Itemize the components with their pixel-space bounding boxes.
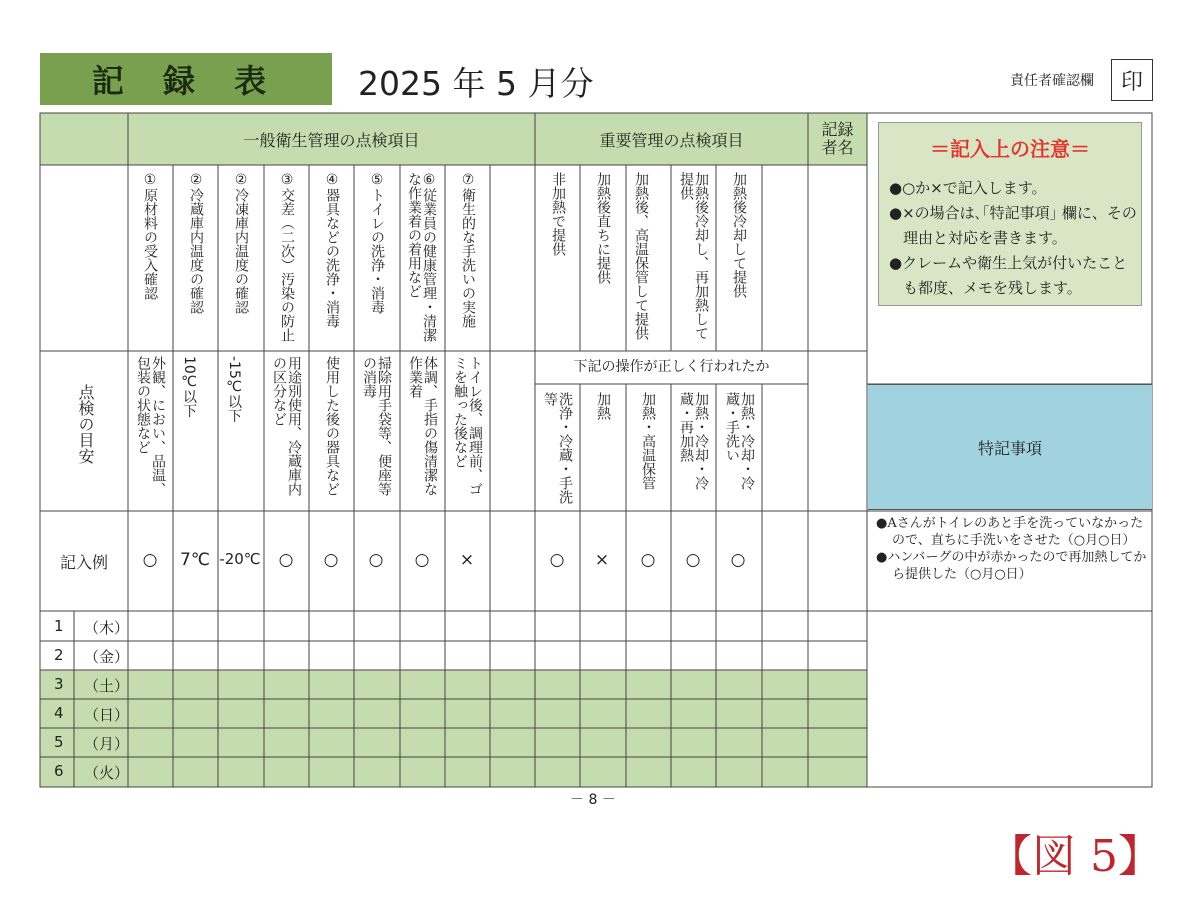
example-mark: ○ — [368, 550, 384, 570]
page-number: － 8 － — [570, 792, 616, 808]
seal-box[interactable]: 印 — [1111, 59, 1153, 101]
day-of-week: （日） — [84, 706, 130, 724]
day-number: 6 — [54, 762, 64, 780]
example-mark: × — [459, 550, 475, 570]
figure-label: 【図 5】 — [988, 831, 1162, 882]
day-of-week: （土） — [84, 677, 130, 695]
note-item: ●○か×で記入します。 — [889, 179, 1047, 197]
important-item-3: 加熱後、高温保管して提供 — [633, 172, 649, 340]
day-of-week: （火） — [84, 764, 130, 782]
example-mark: ○ — [414, 550, 430, 570]
general-guide-6: 掃除用手袋等、便座等の消毒 — [361, 356, 392, 496]
important-item-1: 非加熱で提供 — [550, 172, 566, 256]
notes-box — [878, 122, 1142, 306]
general-guide-4: 用途別使用、冷蔵庫内の区分など — [271, 356, 302, 496]
example-mark: ○ — [142, 550, 158, 570]
special-note-example: ●ハンバーグの中が赤かったので再加熱してから提供した（○月○日） — [876, 550, 1147, 582]
general-item-8: ⑦衛生的な手洗いの実施 — [460, 172, 476, 328]
special-notes-header: 特記事項 — [868, 384, 1152, 510]
general-guide-8: トイレ後、調理前、ゴミを触った後など — [452, 356, 483, 496]
general-items-header: 一般衛生管理の点検項目 — [243, 130, 420, 150]
record-title: 記 録 表 — [91, 62, 281, 100]
example-mark: -20℃ — [219, 550, 261, 568]
important-guide-3: 加熱・高温保管 — [640, 392, 656, 490]
example-mark: ○ — [278, 550, 294, 570]
notes-list — [889, 176, 1141, 301]
example-mark: ○ — [685, 550, 701, 570]
notes-title: ＝記入上の注意＝ — [930, 137, 1090, 161]
important-guide-header: 下記の操作が正しく行われたか — [573, 359, 770, 375]
general-item-5: ④器具などの洗浄・消毒 — [324, 172, 340, 328]
important-guide-2: 加熱 — [595, 392, 611, 420]
general-guide-1: 外観、におい、品温、包装の状態など — [135, 356, 166, 496]
general-item-6: ⑤トイレの洗浄・消毒 — [369, 172, 385, 314]
general-item-3: ②冷凍庫内温度の確認 — [233, 172, 249, 314]
important-items-header: 重要管理の点検項目 — [599, 130, 744, 150]
general-guide-5: 使用した後の器具など — [324, 356, 340, 496]
general-item-2: ②冷蔵庫内温度の確認 — [188, 172, 204, 314]
important-item-5: 加熱後冷却して提供 — [731, 172, 747, 298]
important-guide-4: 加熱・冷却・冷蔵・再加熱 — [678, 392, 709, 490]
special-note-example: ●Aさんがトイレのあと手を洗っていなかったので、直ちに手洗いをさせた（○月○日） — [876, 516, 1144, 548]
important-item-2: 加熱後直ちに提供 — [595, 172, 611, 284]
day-number: 3 — [54, 675, 64, 693]
recorder-header: 記録 者名 — [821, 120, 854, 157]
day-number: 2 — [54, 646, 64, 664]
example-mark: ○ — [323, 550, 339, 570]
important-item-4: 加熱後冷却し、再加熱して提供 — [678, 172, 709, 340]
guide-label: 点検の目安 — [76, 384, 95, 464]
day-of-week: （木） — [84, 619, 130, 637]
record-month: 2025 年 5 月分 — [358, 64, 594, 103]
general-item-4: ③交差（二次）汚染の防止 — [279, 172, 295, 342]
day-number: 4 — [54, 704, 64, 722]
general-item-7: ⑥従業員の健康管理・清潔な作業着の着用など — [406, 172, 437, 342]
day-number: 5 — [54, 733, 64, 751]
day-of-week: （月） — [84, 735, 130, 753]
general-guide-7: 体調、手指の傷清潔な作業着 — [407, 356, 438, 496]
important-guide-1: 洗浄・冷蔵・手洗等 — [542, 392, 573, 504]
general-guide-2: 10℃以下 — [181, 356, 197, 418]
example-label: 記入例 — [59, 553, 108, 572]
note-item: ●クレームや衛生上気が付いたことも都度、メモを残します。 — [889, 254, 1128, 297]
important-guide-5: 加熱・冷却・冷蔵・手洗い — [724, 392, 755, 490]
example-mark: ○ — [549, 550, 565, 570]
example-mark: ○ — [730, 550, 746, 570]
responsible-label: 責任者確認欄 — [1010, 73, 1094, 89]
day-number: 1 — [54, 617, 64, 635]
example-mark: ○ — [640, 550, 656, 570]
note-item: ●×の場合は､｢特記事項｣ 欄に、その理由と対応を書きます。 — [889, 204, 1137, 247]
example-mark: 7℃ — [180, 550, 210, 570]
general-item-1: ①原材料の受入確認 — [142, 172, 158, 300]
general-guide-3: -15℃以下 — [226, 356, 242, 423]
special-notes-examples — [876, 515, 1148, 583]
example-mark: × — [594, 550, 610, 570]
day-of-week: （金） — [84, 648, 130, 666]
